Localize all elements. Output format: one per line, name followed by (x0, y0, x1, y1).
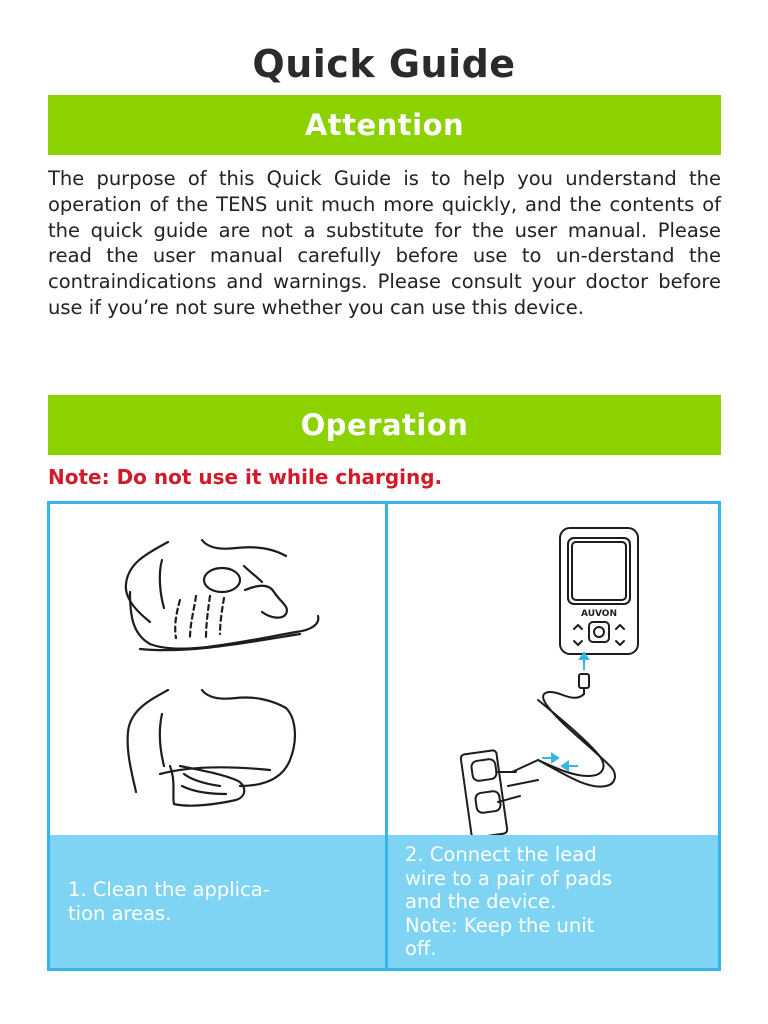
step-2-caption-line: and the device. (405, 890, 557, 913)
step-2-caption-line: off. (405, 937, 437, 960)
step-2-caption (388, 835, 718, 968)
tens-device-screen (568, 538, 630, 604)
charging-note: Note: Do not use it while charging. (48, 465, 443, 489)
device-logo-text: AUVON (581, 609, 617, 619)
step-1-caption-line: tion areas. (68, 901, 172, 925)
step-2-caption-line: 2. Connect the lead (405, 843, 597, 866)
operation-heading: Operation (300, 408, 469, 442)
attention-heading: Attention (304, 108, 465, 142)
step-1-caption-line: 1. Clean the applica- (68, 878, 270, 901)
step-1-illustration (50, 504, 385, 835)
tens-device-illustration (388, 504, 718, 835)
right-arrow-head-icon (552, 754, 558, 762)
page-title: Quick Guide (252, 42, 516, 86)
step-2-caption-line: Note: Keep the unit (405, 913, 595, 937)
steps-grid (47, 501, 721, 971)
cleaning-skin-illustration (50, 504, 385, 835)
attention-text: The purpose of this Quick Guide is to help you understand the operation of the TENS unit much more quickly, and the contents of the quick guide are not a substitute for the user manual. Please read the user manual carefully before use to un-derstand the contraindications and warnings. Please consult your doctor before use if you’re not sure whether you can use this device. (48, 167, 721, 319)
operation-banner (48, 395, 721, 455)
step-2-illustration (388, 504, 718, 835)
step-1-caption (50, 835, 385, 968)
step-2-caption-line: wire to a pair of pads (405, 866, 612, 890)
left-arrow-head-icon (562, 762, 568, 770)
attention-banner (48, 95, 721, 155)
